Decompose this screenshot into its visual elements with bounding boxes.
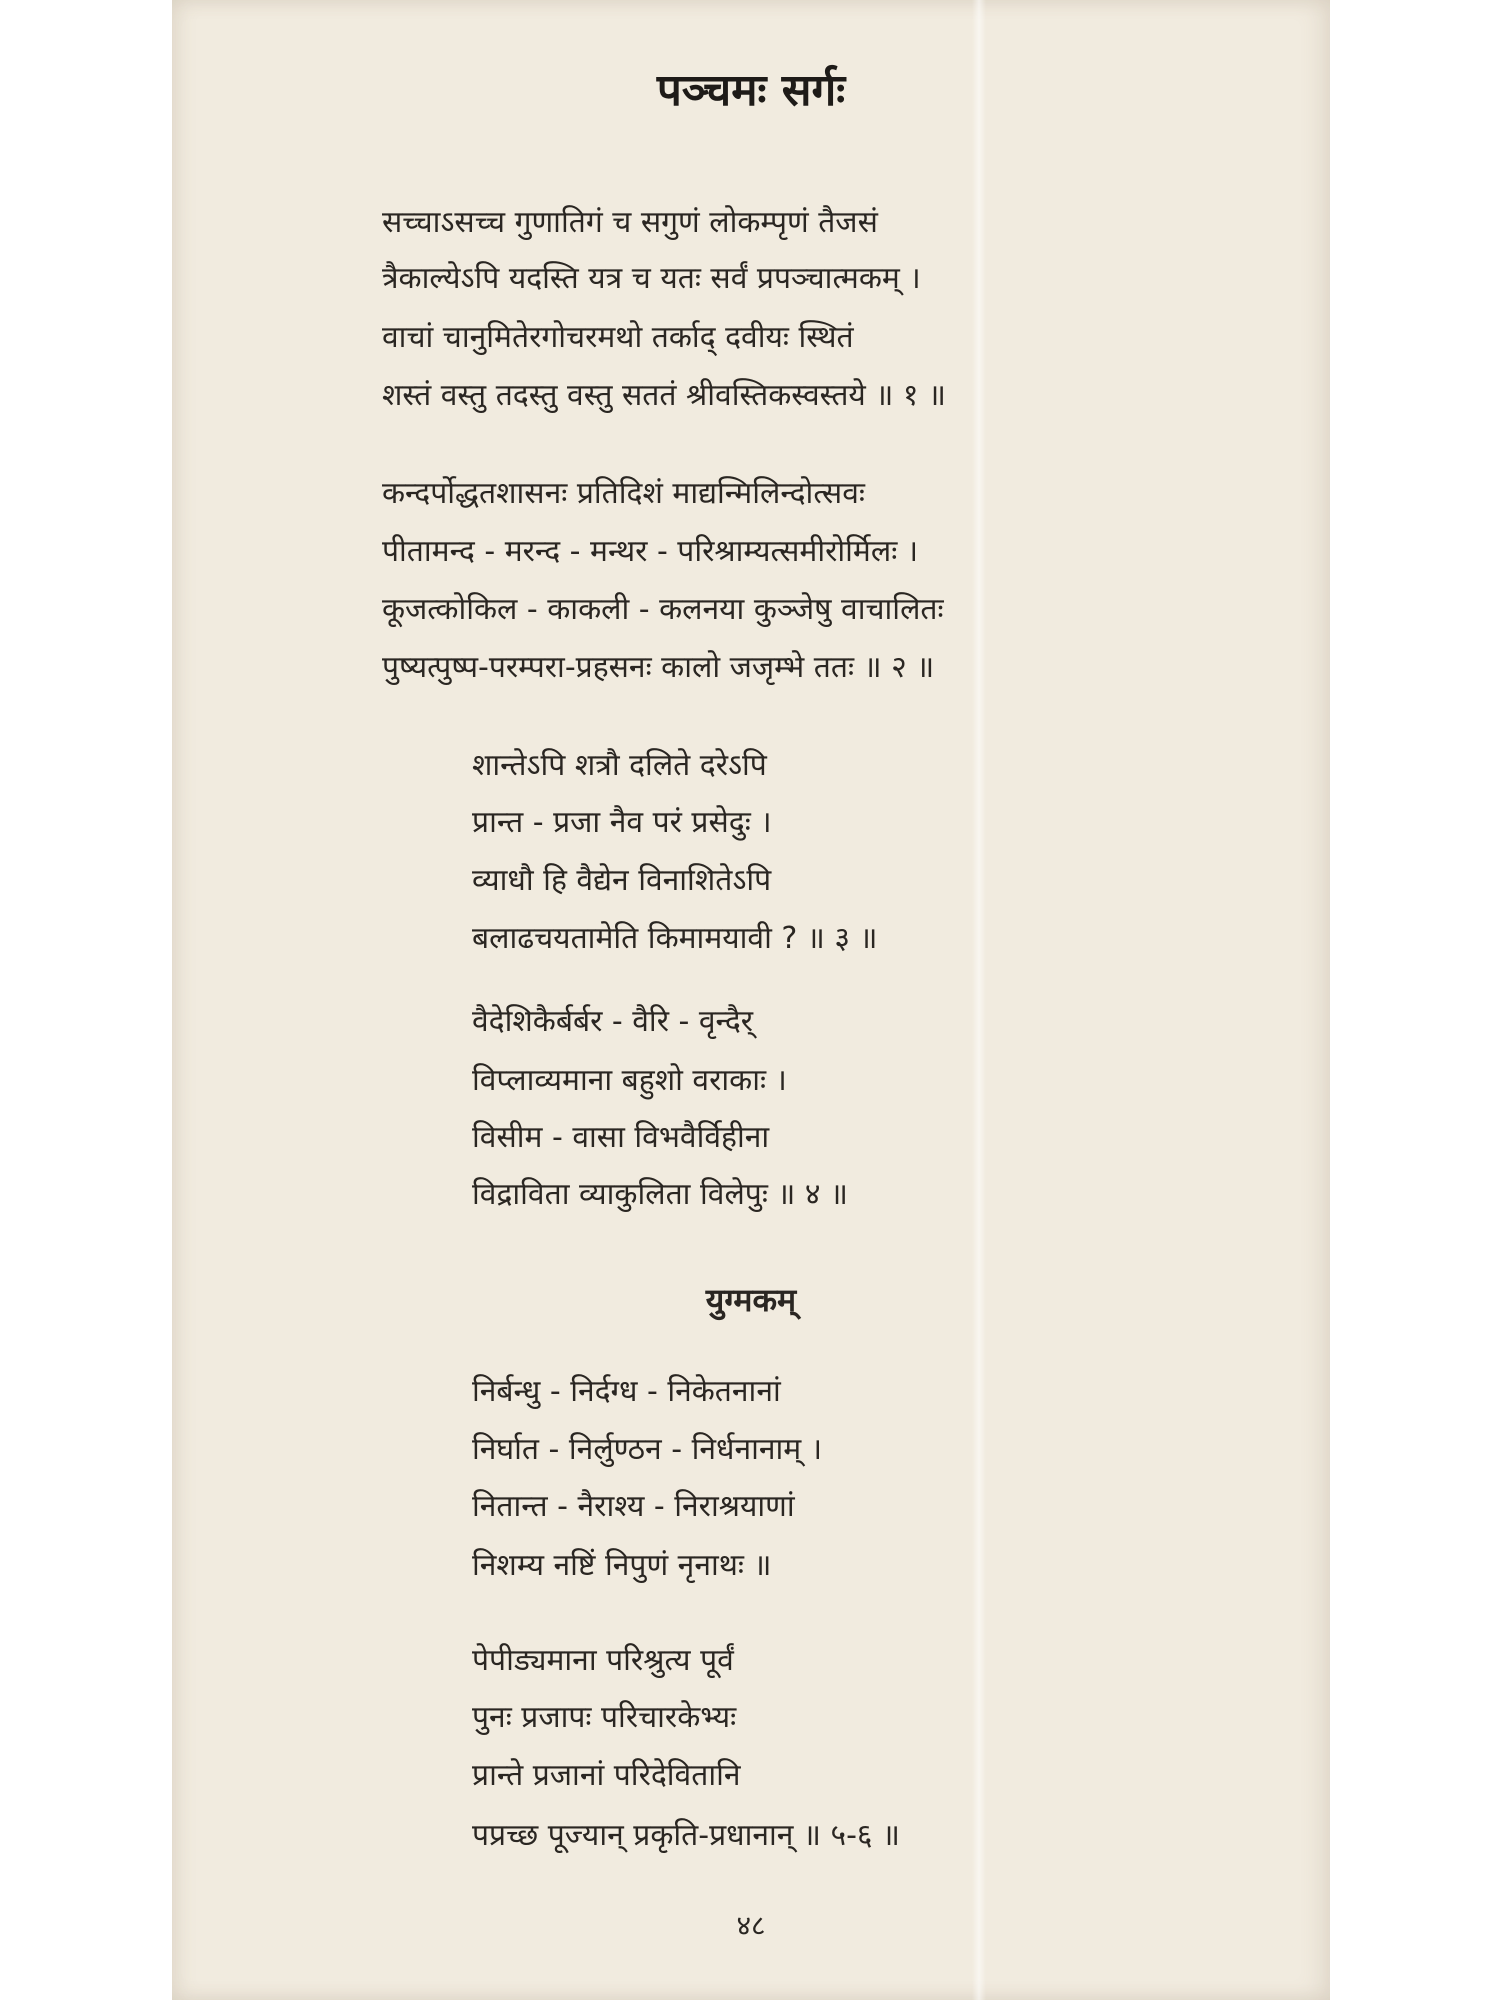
verse-3-line-1: शान्तेऽपि शत्रौ दलिते दरेऽपि [472,748,767,783]
verse-6-line-3: प्रान्ते प्रजानां परिदेवितानि [472,1758,741,1793]
verse-2-line-1: कन्दर्पोद्धतशासनः प्रतिदिशं माद्यन्मिलिन्दोत्सवः [382,476,865,511]
verse-5-line-3: नितान्त - नैराश्य - निराश्रयाणां [472,1489,795,1524]
verse-2-line-2: पीतामन्द - मरन्द - मन्थर - परिश्राम्यत्समीरोर्मिलः । [382,534,919,569]
verse-5-line-2: निर्घात - निर्लुण्ठन - निर्धनानाम् । [472,1432,823,1467]
verse-1-line-1: सच्चाऽसच्च गुणातिगं च सगुणं लोकम्पृणं तैजसं [382,205,878,240]
verse-3-line-2: प्रान्त - प्रजा नैव परं प्रसेदुः । [472,805,772,840]
page-number: ४८ [736,1909,766,1942]
verse-1-line-3: वाचां चानुमितेरगोचरमथो तर्काद् दवीयः स्थितं [382,320,854,355]
book-page [172,0,1330,2000]
verse-5-line-4: निशम्य नष्टिं निपुणं नृनाथः ॥ [472,1548,772,1583]
verse-4-line-3: विसीम - वासा विभवैर्विहीना [472,1120,770,1155]
section-heading-yugmakam: युग्मकम् [705,1281,797,1319]
verse-3-line-3: व्याधौ हि वैद्येन विनाशितेऽपि [472,863,772,898]
verse-6-line-1: पेपीड्यमाना परिश्रुत्य पूर्वं [472,1643,734,1678]
verse-6-line-2: पुनः प्रजापः परिचारकेभ्यः [472,1700,737,1735]
verse-5-line-1: निर्बन्धु - निर्दग्ध - निकेतनानां [472,1374,781,1409]
verse-4-line-2: विप्लाव्यमाना बहुशो वराकाः । [472,1063,787,1098]
verse-6-line-4: पप्रच्छ पूज्यान् प्रकृति-प्रधानान् ॥ ५-६ ॥ [472,1818,901,1853]
verse-1-line-2: त्रैकाल्येऽपि यदस्ति यत्र च यतः सर्वं प्रपञ्चात्मकम् । [382,261,921,296]
verse-2-line-3: कूजत्कोकिल - काकली - कलनया कुञ्जेषु वाचालितः [382,592,944,627]
verse-3-line-4: बलाढचयतामेति किमामयावी ? ॥ ३ ॥ [472,921,878,956]
verse-2-line-4: पुष्यत्पुष्प-परम्परा-प्रहसनः कालो जजृम्भे ततः ॥ २ ॥ [382,650,935,685]
verse-4-line-1: वैदेशिकैर्बर्बर - वैरि - वृन्दैर् [472,1004,754,1039]
verse-4-line-4: विद्राविता व्याकुलिता विलेपुः ॥ ४ ॥ [472,1177,849,1212]
chapter-title: पञ्चमः सर्गः [656,65,846,116]
verse-1-line-4: शस्तं वस्तु तदस्तु वस्तु सततं श्रीवस्तिकस्वस्तये ॥ १ ॥ [382,378,946,413]
